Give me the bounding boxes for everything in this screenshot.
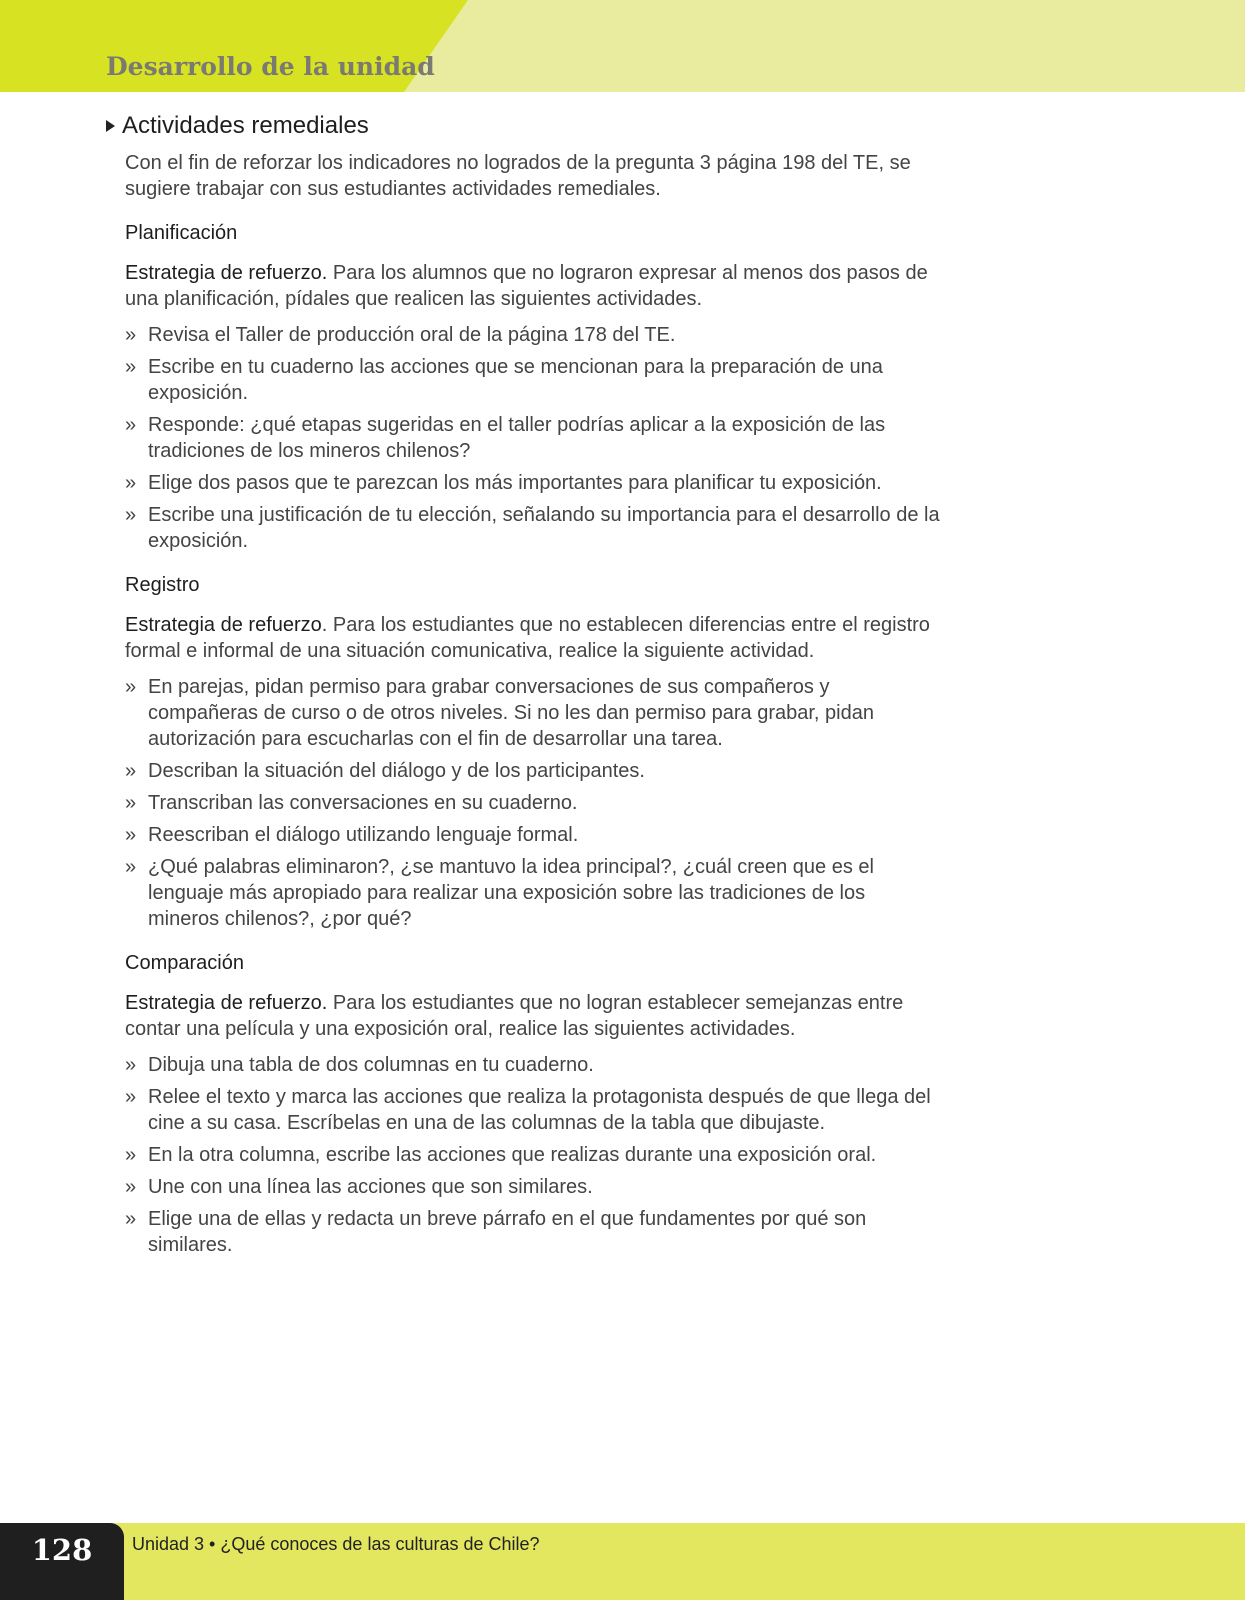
list-item: » En la otra columna, escribe las acciones que realizas durante una exposición oral. bbox=[125, 1144, 877, 1166]
header-title: Desarrollo de la unidad bbox=[106, 52, 435, 81]
subsection-title-planificacion: Planificación bbox=[125, 222, 238, 244]
strategy-label: Estrategia de refuerzo. bbox=[125, 262, 328, 284]
chevron-bullet-icon: » bbox=[125, 676, 137, 698]
chevron-bullet-icon: » bbox=[125, 1086, 137, 1108]
chevron-bullet-icon: » bbox=[125, 356, 137, 378]
list-item: » En parejas, pidan permiso para grabar conversaciones de sus compañeros y compañeras de curso o de otros niveles. Si no les dan permiso para grabar, pidan autorización para escucharlas con el fin de desarrollar una tarea. bbox=[125, 676, 874, 750]
list-item: » Escribe en tu cuaderno las acciones que se mencionan para la preparación de una exposición. bbox=[125, 356, 883, 404]
chevron-bullet-icon: » bbox=[125, 856, 137, 878]
intro-paragraph: Con el fin de reforzar los indicadores no logrados de la pregunta 3 página 198 del TE, se sugiere trabajar con sus estudiantes actividades remediales. bbox=[125, 152, 911, 200]
list-item: » Describan la situación del diálogo y de los participantes. bbox=[125, 760, 645, 782]
planificacion-list bbox=[125, 322, 940, 554]
chevron-bullet-icon: » bbox=[125, 472, 137, 494]
list-item: » Reescriban el diálogo utilizando lenguaje formal. bbox=[125, 824, 579, 846]
page-header bbox=[0, 0, 1245, 92]
strategy-text: Para los alumnos que no lograron expresar al menos dos pasos de una planificación, pídales que realicen las siguientes actividades. bbox=[125, 262, 928, 310]
chevron-bullet-icon: » bbox=[125, 1054, 137, 1076]
list-item: » Transcriban las conversaciones en su cuaderno. bbox=[125, 792, 578, 814]
page-footer bbox=[0, 1523, 1245, 1600]
list-item: » ¿Qué palabras eliminaron?, ¿se mantuvo la idea principal?, ¿cuál creen que es el lenguaje más apropiado para realizar una exposición sobre las tradiciones de los mineros chilenos?, ¿por qué? bbox=[125, 856, 874, 930]
chevron-bullet-icon: » bbox=[125, 1144, 137, 1166]
chevron-bullet-icon: » bbox=[125, 760, 137, 782]
strategy-paragraph-planificacion bbox=[125, 260, 940, 312]
list-item: » Relee el texto y marca las acciones que realiza la protagonista después de que llega del cine a su casa. Escríbelas en una de las columnas de la tabla que dibujaste. bbox=[125, 1086, 931, 1134]
chevron-bullet-icon: » bbox=[125, 824, 137, 846]
strategy-text: . Para los estudiantes que no establecen diferencias entre el registro formal e informal de una situación comunicativa, realice la siguiente actividad. bbox=[125, 614, 930, 662]
section-body bbox=[125, 150, 940, 1258]
strategy-paragraph-registro bbox=[125, 612, 940, 664]
list-item: » Elige una de ellas y redacta un breve párrafo en el que fundamentes por qué son similares. bbox=[125, 1208, 867, 1256]
list-item: » Responde: ¿qué etapas sugeridas en el taller podrías aplicar a la exposición de las tradiciones de los mineros chilenos? bbox=[125, 414, 886, 462]
strategy-text: Para los estudiantes que no logran establecer semejanzas entre contar una película y una exposición oral, realice las siguientes actividades. bbox=[125, 992, 904, 1040]
main-content bbox=[106, 112, 940, 1276]
chevron-bullet-icon: » bbox=[125, 792, 137, 814]
list-item: » Une con una línea las acciones que son similares. bbox=[125, 1176, 593, 1198]
list-item: » Escribe una justificación de tu elección, señalando su importancia para el desarrollo de la exposición. bbox=[125, 504, 940, 552]
strategy-paragraph-comparacion bbox=[125, 990, 940, 1042]
chevron-bullet-icon: » bbox=[125, 414, 137, 436]
chevron-bullet-icon: » bbox=[125, 1208, 137, 1230]
chevron-bullet-icon: » bbox=[125, 504, 137, 526]
section-heading bbox=[106, 112, 940, 140]
footer-unit-text: Unidad 3 • ¿Qué conoces de las culturas de Chile? bbox=[132, 1534, 540, 1554]
list-item: » Dibuja una tabla de dos columnas en tu cuaderno. bbox=[125, 1054, 594, 1076]
subsection-title-registro: Registro bbox=[125, 574, 200, 596]
section-title: Actividades remediales bbox=[122, 112, 369, 139]
chevron-bullet-icon: » bbox=[125, 1176, 137, 1198]
page-number-box bbox=[0, 1523, 124, 1600]
chevron-bullet-icon: » bbox=[125, 324, 137, 346]
list-item: » Revisa el Taller de producción oral de la página 178 del TE. bbox=[125, 324, 676, 346]
subsection-title-comparacion: Comparación bbox=[125, 952, 244, 974]
strategy-label: Estrategia de refuerzo. bbox=[125, 992, 328, 1014]
page-number: 128 bbox=[31, 1533, 93, 1567]
registro-list bbox=[125, 674, 940, 932]
triangle-bullet-icon bbox=[106, 120, 115, 132]
list-item: » Elige dos pasos que te parezcan los más importantes para planificar tu exposición. bbox=[125, 472, 882, 494]
comparacion-list bbox=[125, 1052, 940, 1258]
strategy-label: Estrategia de refuerzo bbox=[125, 614, 322, 636]
